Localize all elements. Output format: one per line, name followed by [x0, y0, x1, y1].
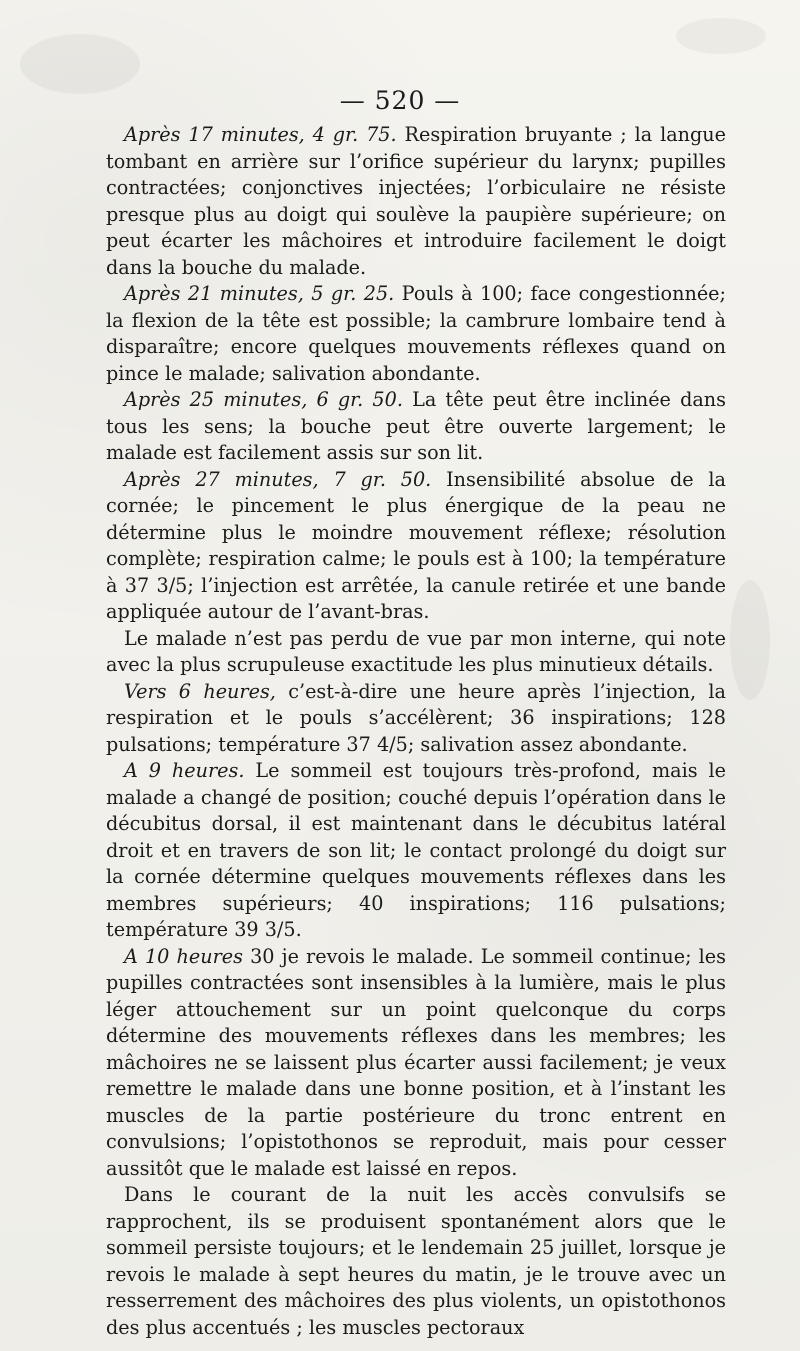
- paragraph-3: [106, 387, 726, 467]
- paragraph-text: Dans le courant de la nuit les accès convulsifs se rapprochent, ils se produisent spontanément alors que le sommeil persiste toujours; et le lendemain 25 juillet, lorsque je revois le malade à sept heures du matin, je le trouve avec un resserrement des mâchoires des plus violents, un opistothonos des plus accentués ; les muscles pectoraux: [106, 1183, 726, 1339]
- paragraph-lead: Après 21 minutes, 5 gr. 25.: [124, 282, 395, 305]
- paragraph-6: [106, 679, 726, 759]
- paragraph-lead: Après 25 minutes, 6 gr. 50.: [124, 388, 403, 411]
- paragraph-lead: Après 17 minutes, 4 gr. 75.: [124, 123, 397, 146]
- paragraph-4: [106, 467, 726, 626]
- paragraph-text: Le malade n’est pas perdu de vue par mon interne, qui note avec la plus scrupuleuse exactitude les plus minutieux détails.: [106, 626, 726, 676]
- paragraph-text: 30 je revois le malade. Le sommeil continue; les pupilles contractées sont insensibles à la lumière, mais le plus léger attouchement sur un point quelconque du corps détermine des mouvements réflexes dans les membres; les mâchoires ne se laissent plus écarter aussi facilement; je veux remettre le malade dans une bonne position, et à l’instant les muscles de la partie postérieure du tronc entrent en convulsions; l’opistothonos se reproduit, mais pour cesser aussitôt que le malade est laissé en repos.: [106, 944, 727, 1180]
- paragraph-lead: A 10 heures: [124, 944, 243, 968]
- paper-smudge: [20, 34, 140, 94]
- paragraph-lead: Vers 6 heures,: [124, 679, 276, 703]
- paragraph-lead: A 9 heures.: [124, 759, 245, 782]
- paragraph-text: Pouls à 100; face congestionnée; la flexion de la tête est possible; la cambrure lombaire tend à disparaître; encore quelques mouvements réflexes quand on pince le malade; salivation abondante.: [106, 282, 726, 385]
- paragraph-text: La tête peut être inclinée dans tous les sens; la bouche peut être ouverte largement; le malade est facilement assis sur son lit.: [106, 388, 726, 464]
- paragraph-lead: Après 27 minutes, 7 gr. 50.: [124, 467, 432, 491]
- paragraph-5: [106, 626, 726, 679]
- paragraph-9: [106, 1182, 726, 1341]
- paragraph-text: Insensibilité absolue de la cornée; le pincement le plus énergique de la peau ne détermine plus le moindre mouvement réflexe; résolution complète; respiration calme; le pouls est à 100; la température à 37 3/5; l’injection est arrêtée, la canule retirée et une bande appliquée autour de l’avant-bras.: [106, 467, 726, 623]
- paragraph-text: Respiration bruyante ; la langue tombant en arrière sur l’orifice supérieur du larynx; pupilles contractées; conjonctives injectées; l’orbiculaire ne résiste presque plus au doigt qui soulève la paupière supérieure; on peut écarter les mâchoires et introduire facilement le doigt dans la bouche du malade.: [106, 123, 727, 279]
- paragraph-7: [106, 758, 726, 944]
- paper-smudge: [730, 580, 770, 700]
- paragraph-text: Le sommeil est toujours très-profond, mais le malade a changé de position; couché depuis l’opération dans le décubitus dorsal, il est maintenant dans le décubitus latéral droit et en travers de son lit; le contact prolongé du doigt sur la cornée détermine quelques mouvements réflexes dans les membres supérieurs; 40 inspirations; 116 pulsations; température 39 3/5.: [106, 759, 726, 941]
- paragraph-8: [106, 944, 726, 1183]
- paragraph-text: c’est-à-dire une heure après l’injection, la respiration et le pouls s’accélèrent; 36 inspirations; 128 pulsations; température 37 4/5; salivation assez abondante.: [106, 679, 726, 756]
- page-number: — 520 —: [339, 86, 461, 115]
- paragraph-1: [106, 122, 726, 281]
- body-text: [106, 122, 726, 1341]
- paper-smudge: [676, 18, 766, 54]
- paragraph-2: [106, 281, 726, 387]
